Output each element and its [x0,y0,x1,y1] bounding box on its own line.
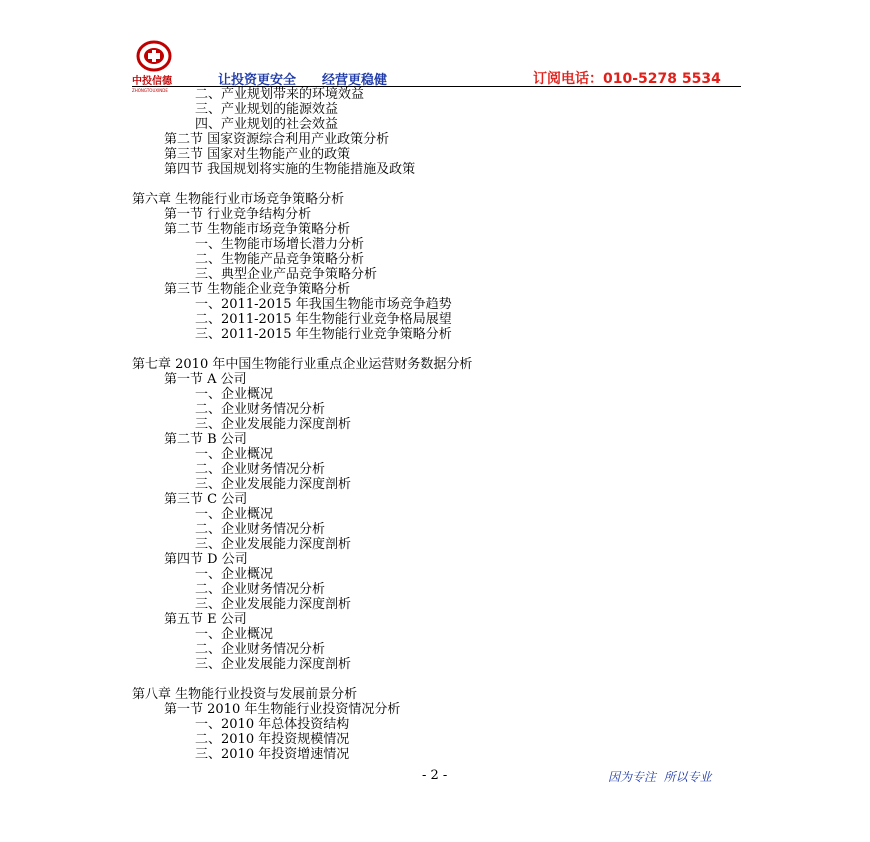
toc-subsection: 二、企业财务情况分析 [195,642,326,657]
toc-subsection: 二、2010 年投资规模情况 [195,732,350,747]
toc-subsection: 一、生物能市场增长潜力分析 [195,237,365,252]
toc-chapter: 第六章 生物能行业市场竞争策略分析 [132,192,345,207]
table-of-contents [0,87,870,762]
toc-spacer [0,342,870,357]
toc-subsection: 一、企业概况 [195,387,274,402]
toc-subsection: 三、产业规划的能源效益 [195,102,339,117]
toc-subsection: 三、企业发展能力深度剖析 [195,477,352,492]
toc-subsection: 一、企业概况 [195,507,274,522]
toc-section: 第三节 生物能企业竞争策略分析 [164,282,351,297]
toc-subsection: 二、生物能产品竞争策略分析 [195,252,365,267]
toc-subsection: 三、2011-2015 年生物能行业竞争策略分析 [195,327,452,342]
toc-subsection: 三、企业发展能力深度剖析 [195,657,352,672]
toc-subsection: 三、典型企业产品竞争策略分析 [195,267,378,282]
toc-subsection: 二、企业财务情况分析 [195,522,326,537]
toc-spacer [0,177,870,192]
toc-section: 第二节 生物能市场竞争策略分析 [164,222,351,237]
toc-subsection: 三、企业发展能力深度剖析 [195,597,352,612]
toc-section: 第四节 我国规划将实施的生物能措施及政策 [164,162,416,177]
toc-subsection: 二、企业财务情况分析 [195,462,326,477]
toc-section: 第三节 国家对生物能产业的政策 [164,147,351,162]
logo-emblem-icon [136,40,172,72]
toc-section: 第三节 C 公司 [164,492,248,507]
footer-motto: 因为专注 所以专业 [608,770,712,784]
toc-section: 第一节 2010 年生物能行业投资情况分析 [164,702,401,717]
subscription-hotline: 订阅电话：010-5278 5534 [533,71,721,87]
toc-subsection: 四、产业规划的社会效益 [195,117,339,132]
toc-subsection: 二、企业财务情况分析 [195,582,326,597]
toc-subsection: 一、2010 年总体投资结构 [195,717,350,732]
header-slogan: 让投资更安全 经营更稳健 [218,73,388,88]
toc-section: 第五节 E 公司 [164,612,247,627]
toc-section: 第一节 行业竞争结构分析 [164,207,312,222]
logo-subtext: ZHONGTOUXINDE [132,88,168,93]
toc-section: 第一节 A 公司 [164,372,247,387]
logo-text: 中投信德 [132,76,172,87]
toc-subsection: 二、企业财务情况分析 [195,402,326,417]
toc-subsection: 二、产业规划带来的环境效益 [195,87,365,102]
toc-subsection: 三、企业发展能力深度剖析 [195,417,352,432]
toc-subsection: 三、2010 年投资增速情况 [195,747,350,762]
toc-subsection: 二、2011-2015 年生物能行业竞争格局展望 [195,312,452,327]
toc-chapter: 第七章 2010 年中国生物能行业重点企业运营财务数据分析 [132,357,473,372]
toc-section: 第二节 国家资源综合利用产业政策分析 [164,132,390,147]
toc-spacer [0,672,870,687]
toc-subsection: 一、2011-2015 年我国生物能市场竞争趋势 [195,297,452,312]
toc-chapter: 第八章 生物能行业投资与发展前景分析 [132,687,358,702]
toc-section: 第四节 D 公司 [164,552,248,567]
toc-subsection: 一、企业概况 [195,567,274,582]
toc-subsection: 三、企业发展能力深度剖析 [195,537,352,552]
toc-section: 第二节 B 公司 [164,432,247,447]
toc-subsection: 一、企业概况 [195,447,274,462]
page-number: - 2 - [422,768,448,783]
toc-subsection: 一、企业概况 [195,627,274,642]
